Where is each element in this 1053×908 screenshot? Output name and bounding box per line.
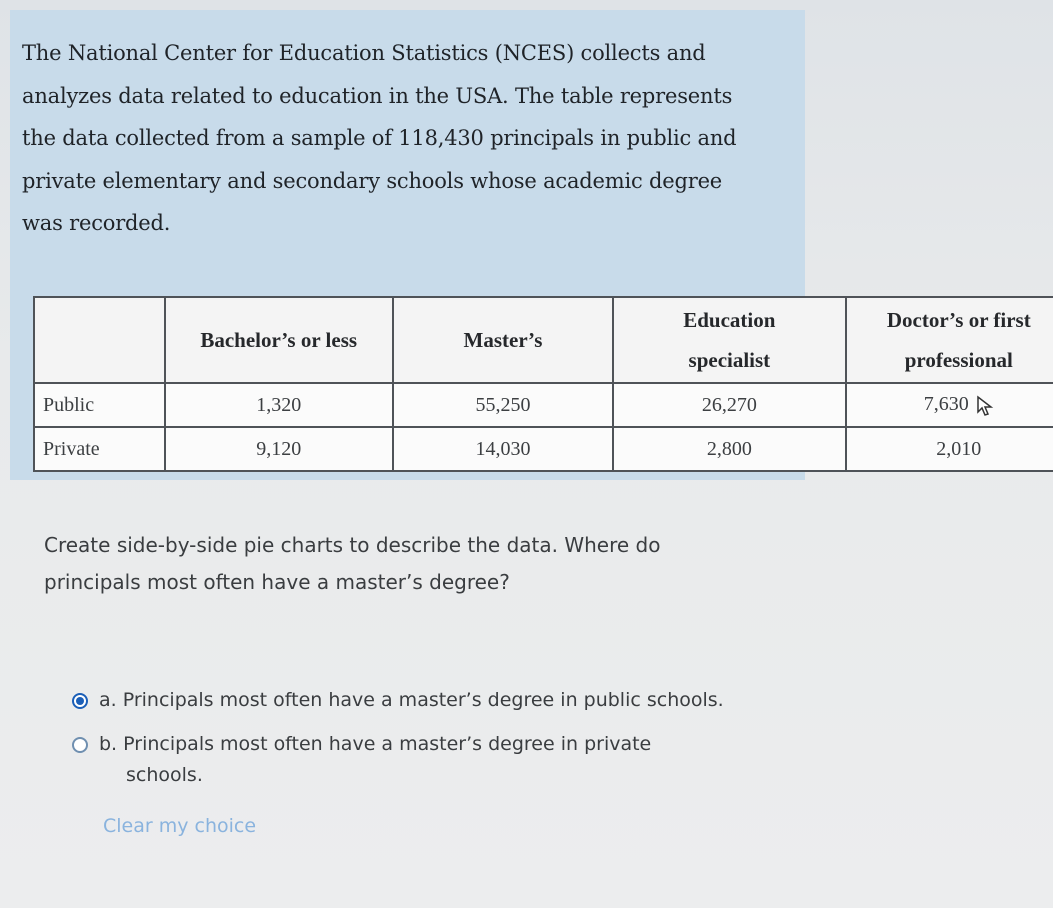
clear-choice-link[interactable]: Clear my choice bbox=[103, 815, 257, 837]
intro-line: The National Center for Education Statistics (NCES) collects and bbox=[22, 41, 706, 65]
table-row bbox=[34, 383, 1053, 427]
header-doctor bbox=[846, 297, 1053, 383]
intro-text bbox=[22, 32, 762, 245]
option-b-radio[interactable] bbox=[72, 737, 88, 753]
intro-line: the data collected from a sample of 118,430 principals in public and bbox=[22, 126, 737, 150]
option-a-radio[interactable] bbox=[72, 693, 88, 709]
question-text bbox=[44, 527, 704, 601]
intro-line: was recorded. bbox=[22, 211, 171, 235]
header-specialist-line1: Education bbox=[683, 308, 776, 332]
cell-public-master: 55,250 bbox=[393, 383, 613, 427]
intro-line: private elementary and secondary schools whose academic degree bbox=[22, 168, 723, 193]
cell-public-doctor bbox=[846, 383, 1053, 427]
option-a-label[interactable]: a. Principals most often have a master’s degree in public schools. bbox=[99, 689, 724, 711]
cell-public-doctor-value: 7,630 bbox=[923, 393, 969, 416]
degree-table bbox=[33, 296, 1053, 472]
header-doctor-line2: professional bbox=[904, 348, 1013, 372]
question-line: Create side-by-side pie charts to describe the data. Where do bbox=[44, 533, 661, 557]
header-specialist bbox=[613, 297, 845, 383]
cell-public-specialist: 26,270 bbox=[613, 383, 845, 427]
header-doctor-line1: Doctor’s or first bbox=[886, 308, 1031, 332]
cell-private-bachelor: 9,120 bbox=[165, 427, 393, 471]
cell-private-master: 14,030 bbox=[393, 427, 613, 471]
cell-private-specialist: 2,800 bbox=[613, 427, 845, 471]
header-specialist-line2: specialist bbox=[688, 348, 771, 372]
header-master: Master’s bbox=[393, 297, 613, 383]
cell-private-doctor: 2,010 bbox=[846, 427, 1053, 471]
option-b-line1: b. Principals most often have a master’s degree in private bbox=[99, 733, 652, 755]
cell-public-bachelor: 1,320 bbox=[165, 383, 393, 427]
question-line: principals most often have a master’s degree? bbox=[44, 570, 510, 594]
intro-line: analyzes data related to education in the USA. The table represents bbox=[22, 83, 733, 108]
header-empty bbox=[34, 297, 165, 383]
table-row bbox=[34, 427, 1053, 471]
option-b-line2: schools. bbox=[126, 764, 203, 786]
row-label-private: Private bbox=[34, 427, 165, 471]
row-label-public: Public bbox=[34, 383, 165, 427]
mouse-cursor-icon bbox=[976, 395, 994, 417]
table-header-row bbox=[34, 297, 1053, 383]
header-bachelor: Bachelor’s or less bbox=[165, 297, 393, 383]
option-b-label[interactable] bbox=[99, 733, 651, 786]
